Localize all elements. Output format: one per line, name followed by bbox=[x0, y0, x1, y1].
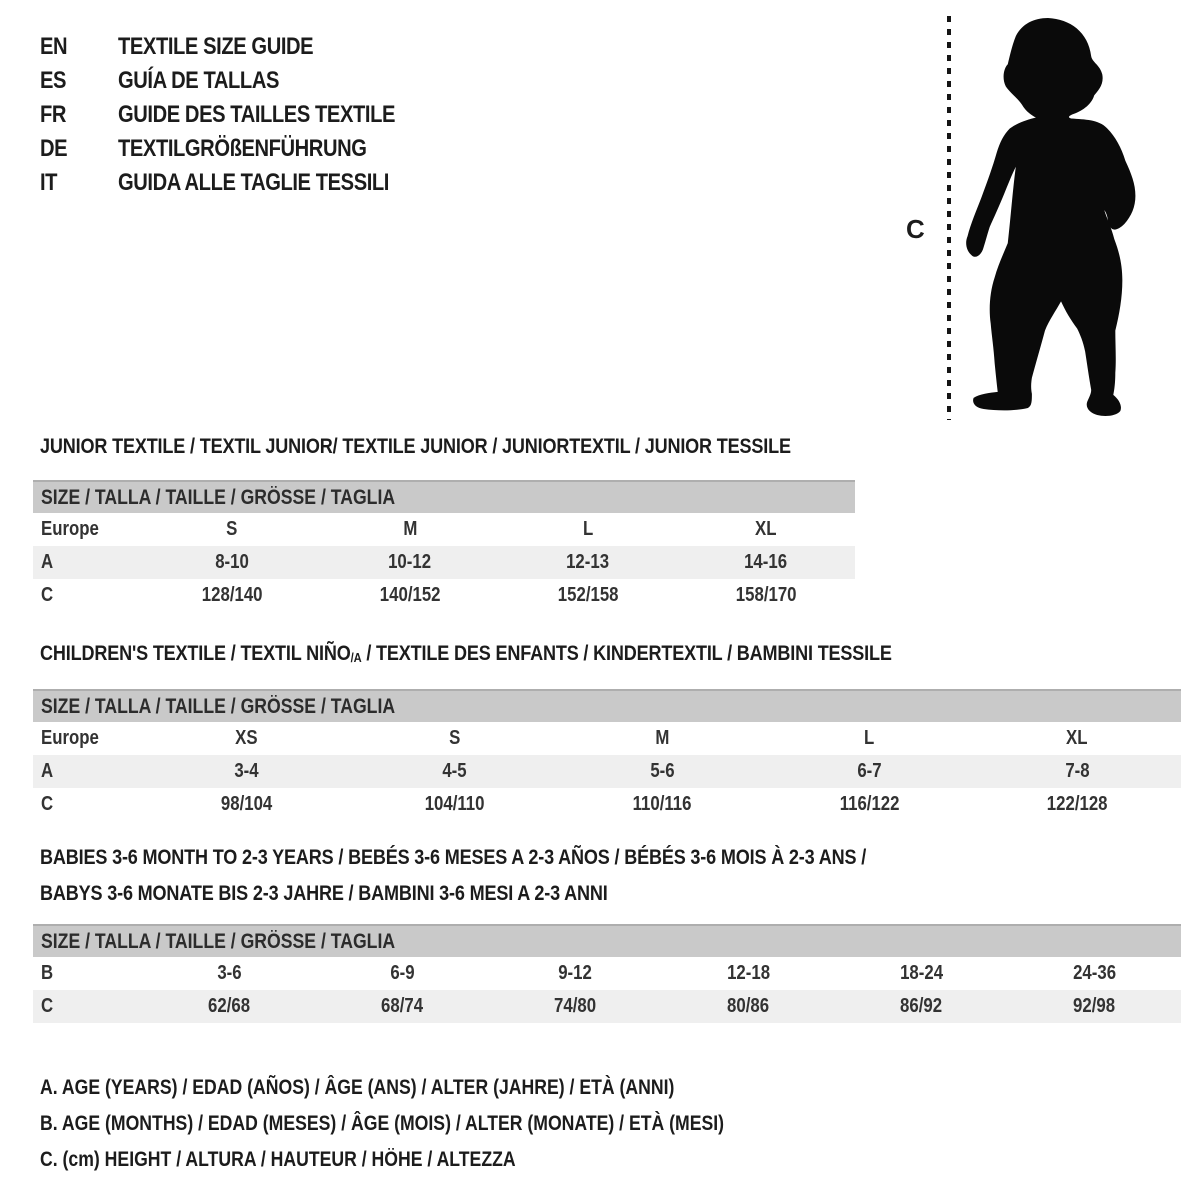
height-value: 128/140 bbox=[201, 584, 263, 606]
height-value: 98/104 bbox=[221, 793, 273, 815]
age-value: 18-24 bbox=[900, 962, 943, 984]
size-value: XL bbox=[1066, 727, 1088, 749]
size-header-bar: SIZE / TALLA / TAILLE / GRÖSSE / TAGLIA bbox=[33, 480, 855, 513]
junior-size-table bbox=[33, 480, 855, 612]
nino-a-subscript: /A bbox=[350, 650, 362, 666]
language-row-de bbox=[40, 132, 448, 166]
row-label: B bbox=[41, 962, 54, 984]
age-value: 12-13 bbox=[566, 551, 610, 573]
legend-line-a: A. AGE (YEARS) / EDAD (AÑOS) / ÂGE (ANS) / ALTER (JAHRE) / ETÀ (ANNI) bbox=[40, 1076, 675, 1099]
children-size-table bbox=[33, 689, 1181, 821]
row-label: Europe bbox=[41, 727, 99, 749]
table-row-europe bbox=[33, 722, 1181, 755]
table-row-age-months bbox=[33, 957, 1181, 990]
table-row-height bbox=[33, 579, 855, 612]
height-value: 68/74 bbox=[381, 995, 424, 1017]
table-row-age bbox=[33, 755, 1181, 788]
guide-title-es: GUÍA DE TALLAS bbox=[118, 67, 279, 94]
table-row-height bbox=[33, 990, 1181, 1023]
guide-title-en: TEXTILE SIZE GUIDE bbox=[118, 33, 314, 60]
babies-section-title-line2: BABYS 3-6 MONATE BIS 2-3 JAHRE / BAMBINI 3-6 MESI A 2-3 ANNI bbox=[40, 881, 608, 905]
babies-section-title-line1: BABIES 3-6 MONTH TO 2-3 YEARS / BEBÉS 3-6 MESES A 2-3 AÑOS / BÉBÉS 3-6 MOIS À 2-3 ANS / bbox=[40, 845, 867, 869]
row-label: C bbox=[41, 995, 54, 1017]
size-header-bar: SIZE / TALLA / TAILLE / GRÖSSE / TAGLIA bbox=[33, 689, 1181, 722]
age-value: 12-18 bbox=[727, 962, 770, 984]
legend-line-c: C. (cm) HEIGHT / ALTURA / HAUTEUR / HÖHE / ALTEZZA bbox=[40, 1148, 516, 1171]
height-value: 80/86 bbox=[727, 995, 770, 1017]
row-label: Europe bbox=[41, 518, 99, 540]
size-value: XL bbox=[755, 518, 777, 540]
age-value: 14-16 bbox=[744, 551, 788, 573]
age-value: 24-36 bbox=[1073, 962, 1116, 984]
language-row-it bbox=[40, 166, 448, 200]
age-value: 3-4 bbox=[234, 760, 259, 782]
height-value: 74/80 bbox=[554, 995, 597, 1017]
language-code: EN bbox=[40, 33, 68, 60]
height-measure-dashed-line bbox=[947, 16, 951, 420]
children-section-title: CHILDREN'S TEXTILE / TEXTIL $NIÑO_{/A}$ / TEXTILE DES ENFANTS / KINDERTEXTIL / BAMBINI TESSILE bbox=[40, 641, 892, 666]
guide-title-it: GUIDA ALLE TAGLIE TESSILI bbox=[118, 169, 389, 196]
age-value: 6-9 bbox=[390, 962, 415, 984]
height-value: 62/68 bbox=[208, 995, 251, 1017]
age-value: 6-7 bbox=[857, 760, 882, 782]
language-code: ES bbox=[40, 67, 67, 94]
height-value: 152/158 bbox=[557, 584, 619, 606]
size-value: XS bbox=[235, 727, 259, 749]
age-value: 10-12 bbox=[388, 551, 432, 573]
age-value: 5-6 bbox=[649, 760, 675, 782]
size-value: S bbox=[226, 518, 238, 540]
size-value: M bbox=[402, 518, 417, 540]
language-row-es bbox=[40, 64, 448, 98]
height-value: 86/92 bbox=[900, 995, 943, 1017]
language-code: FR bbox=[40, 101, 67, 128]
language-row-en bbox=[40, 30, 448, 64]
size-header-bar: SIZE / TALLA / TAILLE / GRÖSSE / TAGLIA bbox=[33, 924, 1181, 957]
language-code: DE bbox=[40, 135, 68, 162]
language-list bbox=[40, 30, 448, 200]
size-value: L bbox=[582, 518, 594, 540]
guide-title-fr: GUIDE DES TAILLES TEXTILE bbox=[118, 101, 395, 128]
row-label: C bbox=[41, 584, 54, 606]
table-row-europe bbox=[33, 513, 855, 546]
row-label: C bbox=[41, 793, 54, 815]
height-value: 158/170 bbox=[735, 584, 797, 606]
toddler-silhouette-image bbox=[962, 16, 1144, 418]
junior-section-title: JUNIOR TEXTILE / TEXTIL JUNIOR/ TEXTILE JUNIOR / JUNIORTEXTIL / JUNIOR TESSILE bbox=[40, 434, 791, 458]
babies-size-table bbox=[33, 924, 1181, 1023]
measure-legend bbox=[40, 1070, 854, 1178]
age-value: 3-6 bbox=[217, 962, 242, 984]
height-value: 92/98 bbox=[1073, 995, 1116, 1017]
guide-title-de: TEXTILGRÖßENFÜHRUNG bbox=[118, 135, 367, 162]
table-row-height bbox=[33, 788, 1181, 821]
age-value: 9-12 bbox=[558, 962, 593, 984]
size-value: L bbox=[864, 727, 875, 749]
row-label: A bbox=[41, 551, 54, 573]
height-value: 122/128 bbox=[1046, 793, 1108, 815]
legend-line-b: B. AGE (MONTHS) / EDAD (MESES) / ÂGE (MOIS) / ALTER (MONATE) / ETÀ (MESI) bbox=[40, 1112, 725, 1135]
age-value: 8-10 bbox=[215, 551, 249, 573]
height-value: 140/152 bbox=[379, 584, 441, 606]
height-value: 104/110 bbox=[424, 793, 485, 815]
height-value: 116/122 bbox=[839, 793, 900, 815]
age-value: 7-8 bbox=[1065, 760, 1090, 782]
age-value: 4-5 bbox=[442, 760, 467, 782]
size-value: M bbox=[654, 727, 669, 749]
size-value: S bbox=[448, 727, 460, 749]
language-row-fr bbox=[40, 98, 448, 132]
height-measure-label: C bbox=[906, 214, 925, 244]
table-row-age bbox=[33, 546, 855, 579]
height-value: 110/116 bbox=[632, 793, 692, 815]
row-label: A bbox=[41, 760, 54, 782]
language-code: IT bbox=[40, 169, 58, 196]
